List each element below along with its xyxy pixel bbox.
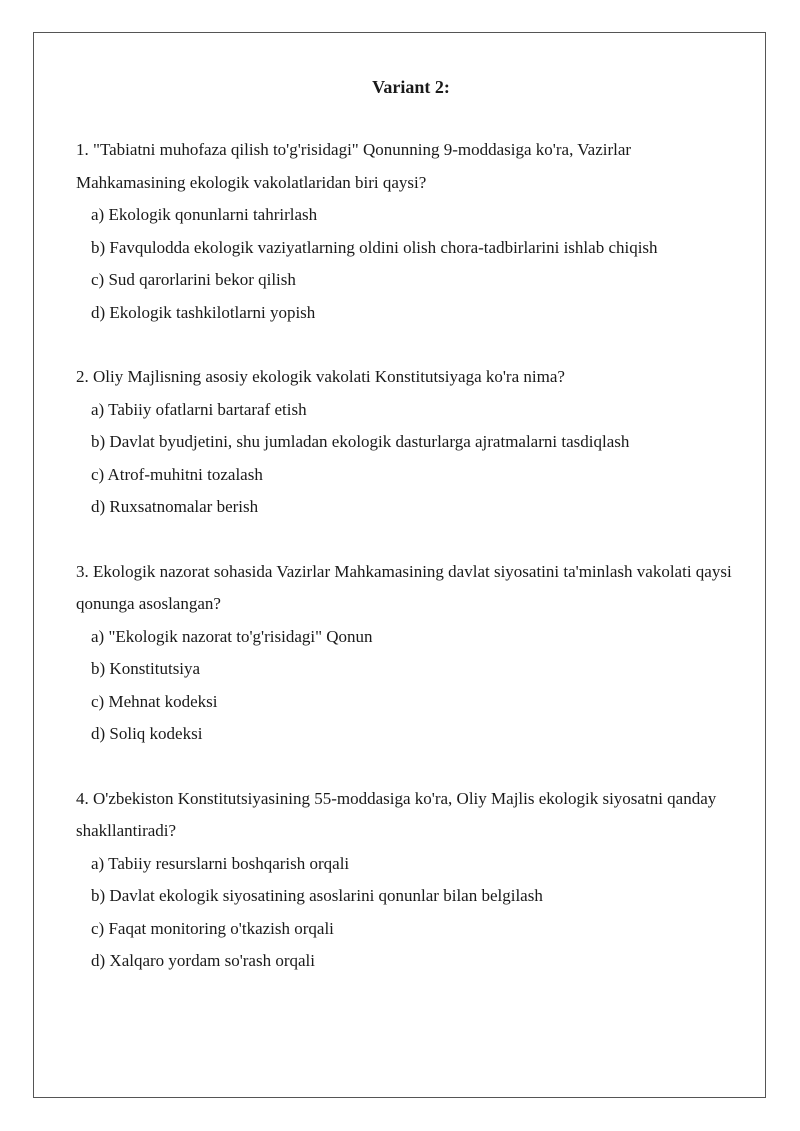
answer-option-a: a) Ekologik qonunlarni tahrirlash [91,205,318,224]
question-text: 3. Ekologik nazorat sohasida Vazirlar Mahkamasining davlat siyosatini ta'minlash vakolati qaysi qonunga asoslangan? [76,561,732,613]
answer-option-c: c) Atrof-muhitni tozalash [91,464,263,484]
answer-option-c: c) Faqat monitoring o'tkazish orqali [91,918,334,938]
answer-option-d: d) Soliq kodeksi [91,724,203,743]
answer-option-c: c) Sud qarorlarini bekor qilish [91,270,296,289]
question-3 [76,556,736,751]
answer-option-b: b) Davlat ekologik siyosatining asoslarini qonunlar bilan belgilash [91,886,543,905]
question-text: 4. O'zbekiston Konstitutsiyasining 55-moddasiga ko'ra, Oliy Majlis ekologik siyosatni qanday shakllantiradi? [76,788,717,840]
answer-option-d: d) Xalqaro yordam so'rash orqali [91,951,315,970]
question-2 [76,361,736,524]
question-1 [76,134,736,329]
variant-title: Variant 2: [372,77,450,97]
answer-option-b: b) Favqulodda ekologik vaziyatlarning oldini olish chora-tadbirlarini ishlab chiqish [91,237,658,257]
question-text: 2. Oliy Majlisning asosiy ekologik vakolati Konstitutsiyaga ko'ra nima? [76,367,565,386]
answer-option-a: a) Tabiiy resurslarni boshqarish orqali [91,853,350,873]
question-text: 1. "Tabiatni muhofaza qilish to'g'risidagi" Qonunning 9-moddasiga ko'ra, Vazirlar Mahkamasining ekologik vakolatlaridan biri qaysi? [76,140,632,192]
document-content [76,70,736,1010]
answer-option-b: b) Konstitutsiya [91,659,201,678]
answer-option-d: d) Ruxsatnomalar berish [91,497,259,516]
answer-option-d: d) Ekologik tashkilotlarni yopish [91,302,316,322]
answer-option-c: c) Mehnat kodeksi [91,691,218,711]
question-4 [76,783,736,978]
answer-option-a: a) "Ekologik nazorat to'g'risidagi" Qonun [91,626,373,646]
answer-option-a: a) Tabiiy ofatlarni bartaraf etish [91,399,307,419]
answer-option-b: b) Davlat byudjetini, shu jumladan ekologik dasturlarga ajratmalarni tasdiqlash [91,432,630,451]
